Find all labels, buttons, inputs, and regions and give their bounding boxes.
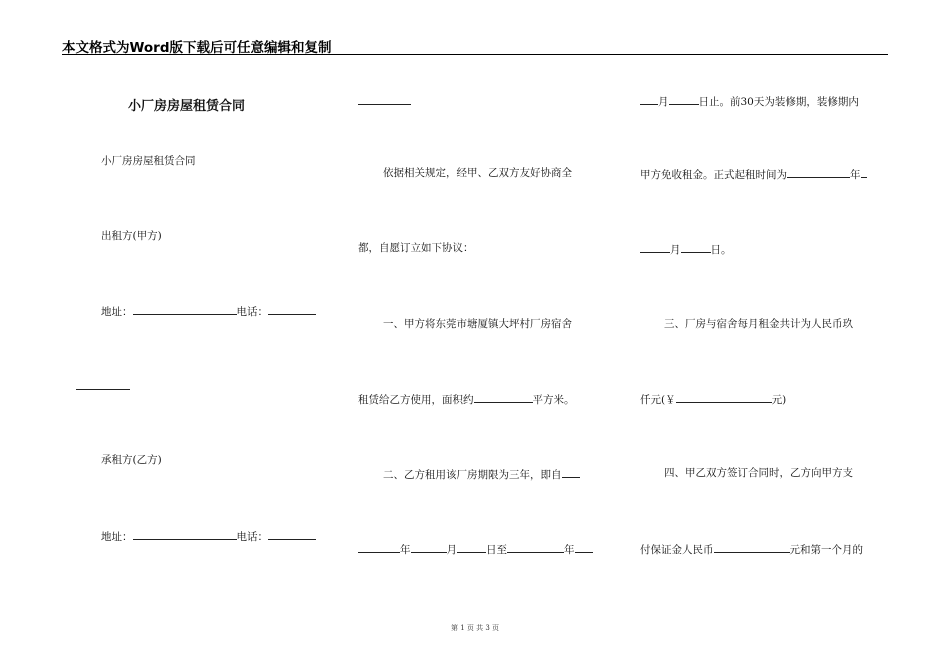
blank xyxy=(358,543,400,553)
intro-line-2: 都，自愿订立如下协议： xyxy=(358,242,474,254)
phone-label: 电话： xyxy=(236,531,268,543)
year-label: 年 xyxy=(850,169,861,181)
clause-1-line-2 xyxy=(358,393,575,406)
page-number: 第 1 页 共 3 页 xyxy=(450,624,500,632)
day-to-label: 日至 xyxy=(486,544,507,556)
address-blank xyxy=(133,305,237,315)
rent-start-text: 甲方免收租金。正式起租时间为 xyxy=(640,169,787,181)
lessor-address-line xyxy=(101,305,316,318)
blank xyxy=(681,243,711,253)
blank xyxy=(640,243,670,253)
rent-start-line xyxy=(640,168,867,181)
phone-blank xyxy=(268,530,316,540)
phone-label: 电话： xyxy=(236,306,268,318)
lessor-label: 出租方(甲方) xyxy=(101,230,162,242)
blank xyxy=(861,168,867,178)
blank xyxy=(457,543,486,553)
clause-4-line-1: 四、甲乙双方签订合同时，乙方向甲方支 xyxy=(664,467,853,479)
contract-subtitle: 小厂房房屋租赁合同 xyxy=(101,155,196,167)
document-banner: 本文格式为Word版下载后可任意编辑和复制 xyxy=(62,40,332,56)
renovation-text: 日止。前30天为装修期，装修期内 xyxy=(698,96,859,108)
deposit-tail: 元和第一个月的 xyxy=(789,544,863,556)
blank xyxy=(507,543,564,553)
intro-line-1: 依据相关规定，经甲、乙双方友好协商全 xyxy=(383,167,572,179)
continuation-blank xyxy=(76,380,130,390)
blank xyxy=(562,468,580,478)
rent-blank xyxy=(676,393,772,403)
blank xyxy=(787,168,850,178)
lessor-address-continuation xyxy=(76,380,130,393)
clause-2-line-2 xyxy=(358,543,593,556)
clause-4-line-2 xyxy=(640,543,863,556)
clause-3-line-2 xyxy=(640,393,786,406)
blank xyxy=(669,95,699,105)
clause-2-text: 二、乙方租用该厂房期限为三年，即自 xyxy=(383,469,562,481)
blank xyxy=(411,543,447,553)
address-label: 地址： xyxy=(101,531,133,543)
address-blank xyxy=(133,530,237,540)
term-end-line xyxy=(640,95,859,108)
blank xyxy=(358,95,411,105)
clause-3-line-1: 三、厂房与宿舍每月租金共计为人民币玖 xyxy=(664,318,853,330)
area-text: 租赁给乙方使用，面积约 xyxy=(358,394,474,406)
year-label: 年 xyxy=(564,544,575,556)
document-title: 小厂房房屋租赁合同 xyxy=(128,99,246,114)
rent-start-date-line xyxy=(640,243,732,256)
blank xyxy=(640,95,658,105)
area-unit: 平方米。 xyxy=(532,394,575,406)
lessee-address-line xyxy=(101,530,316,543)
top-blank-line xyxy=(358,95,411,108)
lessee-label: 承租方(乙方) xyxy=(101,454,162,466)
banner-divider xyxy=(62,54,888,55)
clause-1-line-1: 一、甲方将东莞市塘厦镇大坪村厂房宿舍 xyxy=(383,318,572,330)
deposit-blank xyxy=(714,543,790,553)
rent-unit: 元) xyxy=(771,394,787,406)
clause-2-line-1 xyxy=(383,468,580,481)
month-label: 月 xyxy=(658,96,669,108)
month-label: 月 xyxy=(446,544,457,556)
month-label: 月 xyxy=(670,244,681,256)
day-label: 日。 xyxy=(710,244,732,256)
address-label: 地址： xyxy=(101,306,133,318)
blank xyxy=(575,543,593,553)
year-label: 年 xyxy=(400,544,411,556)
phone-blank xyxy=(268,305,316,315)
deposit-text: 付保证金人民币 xyxy=(640,544,714,556)
area-blank xyxy=(474,393,533,403)
rent-amount-text: 仟元(￥ xyxy=(640,394,676,406)
